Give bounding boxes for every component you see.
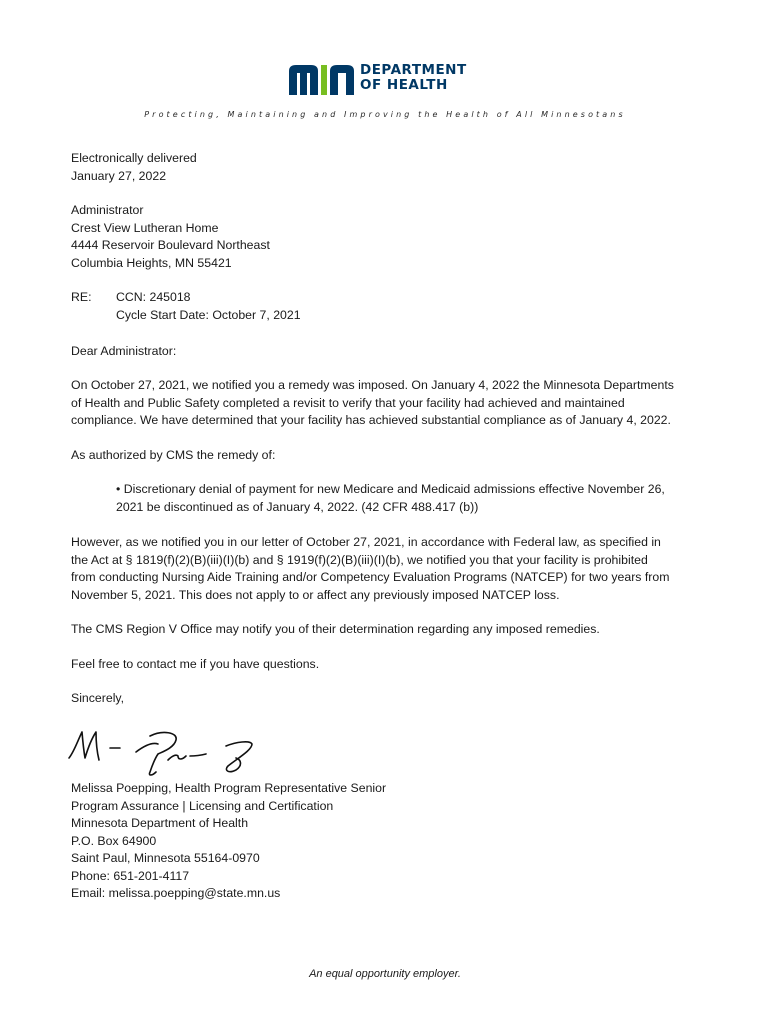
paragraph-line: On October 27, 2021, we notified you a remedy was imposed. On January 4, 2022 the Minnesota Departments: [71, 378, 674, 392]
salutation: Dear Administrator:: [71, 344, 177, 358]
paragraph-line: of Health and Public Safety completed a revisit to verify that your facility had achieved and maintained: [71, 395, 625, 410]
footer-eeo: An equal opportunity employer.: [309, 968, 461, 980]
recipient-address: [71, 202, 270, 272]
recipient-name: Crest View Lutheran Home: [71, 220, 219, 235]
paragraph-cms-region: The CMS Region V Office may notify you of their determination regarding any imposed remedies.: [71, 622, 600, 636]
re-block: [0, 289, 770, 329]
re-cycle-date: Cycle Start Date: October 7, 2021: [116, 307, 301, 322]
mdh-logo: [289, 63, 484, 97]
paragraph-line: November 5, 2021. This does not apply to or affect any previously imposed NATCEP loss.: [71, 587, 560, 602]
delivery-method: Electronically delivered: [71, 151, 197, 165]
paragraph-line: the Act at § 1819(f)(2)(B)(iii)(I)(b) and § 1919(f)(2)(B)(iii)(I)(b), we notified you that your facility is prohibited: [71, 552, 648, 567]
signer-po-box: P.O. Box 64900: [71, 833, 157, 848]
re-ccn: CCN: 245018: [116, 290, 191, 304]
bullet-line: • Discretionary denial of payment for new Medicare and Medicaid admissions effective November 26,: [116, 482, 665, 496]
date-block: [71, 150, 197, 185]
logo-line-2: OF HEALTH: [360, 77, 448, 93]
paragraph-natcep: [71, 534, 669, 604]
mn-logo-mark: [289, 63, 355, 95]
paragraph-line: from conducting Nursing Aide Training and/or Competency Evaluation Programs (NATCEP) for two years from: [71, 570, 670, 584]
signer-phone: Phone: 651-201-4117: [71, 868, 190, 883]
signer-name-title: Melissa Poepping, Health Program Representative Senior: [71, 781, 387, 795]
letter-date: January 27, 2022: [71, 168, 167, 183]
logo-line-1: DEPARTMENT: [360, 62, 467, 78]
paragraph-line: compliance. We have determined that your facility has achieved substantial compliance as of January 4, 2022.: [71, 413, 671, 427]
recipient-street: 4444 Reservoir Boulevard Northeast: [71, 238, 270, 252]
signer-city: Saint Paul, Minnesota 55164-0970: [71, 851, 260, 865]
paragraph-remedy-notice: [71, 377, 674, 430]
remedy-bullet: [116, 481, 665, 516]
bullet-line: 2021 be discontinued as of January 4, 2022. (42 CFR 488.417 (b)): [116, 499, 479, 514]
re-label: RE:: [71, 290, 92, 304]
letterhead-tagline: Protecting, Maintaining and Improving the Health of All Minnesotans: [144, 110, 626, 119]
handwritten-signature: [66, 722, 261, 780]
signer-email: Email: melissa.poepping@state.mn.us: [71, 886, 281, 900]
paragraph-authorized: As authorized by CMS the remedy of:: [71, 448, 276, 462]
paragraph-contact: Feel free to contact me if you have questions.: [71, 657, 320, 671]
closing: Sincerely,: [71, 691, 125, 705]
paragraph-line: However, as we notified you in our letter of October 27, 2021, in accordance with Federal law, as specified in: [71, 535, 661, 549]
signer-unit: Program Assurance | Licensing and Certification: [71, 798, 334, 813]
signer-department: Minnesota Department of Health: [71, 816, 249, 830]
logo-wordmark: [360, 63, 467, 93]
recipient-title: Administrator: [71, 203, 144, 217]
signer-block: [71, 780, 386, 903]
recipient-city: Columbia Heights, MN 55421: [71, 255, 232, 270]
